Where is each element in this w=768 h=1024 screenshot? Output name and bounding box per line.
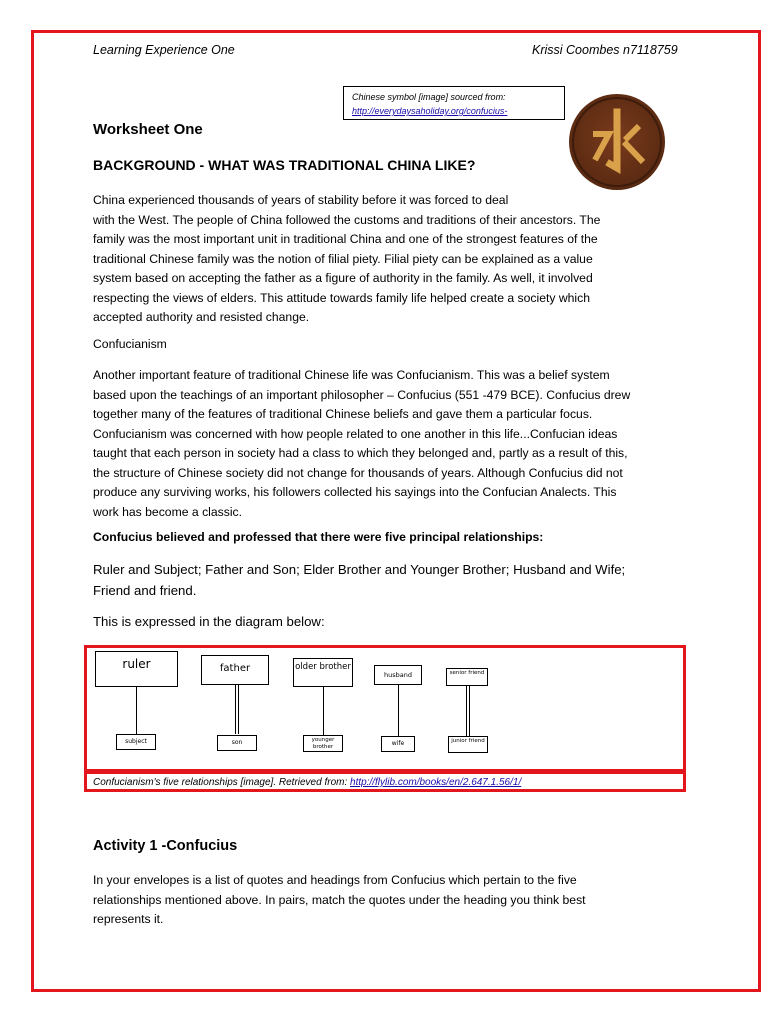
diagram-connector [235,685,236,734]
confucianism-line: work has become a classic. [93,504,243,519]
worksheet-title: Worksheet One [93,121,203,138]
intro-line: system based on accepting the father as a figure of authority in the family. As well, it involved [93,271,593,285]
diagram-box-subject: subject [116,734,156,750]
activity-line: In your envelopes is a list of quotes and headings from Confucius which pertain to the five [93,873,577,887]
diagram-box-senior-friend: senior friend [446,668,488,686]
intro-line: China experienced thousands of years of stability before it was forced to deal [93,193,509,207]
diagram-box-son: son [217,735,257,751]
diagram-connector [398,685,399,736]
diagram-box-older-brother: older brother [293,658,353,687]
diagram-box-junior-friend: junior friend [448,736,488,753]
intro-line: family was the most important unit in traditional China and one of the strongest features of the [93,232,598,246]
credit-text: Chinese symbol [image] sourced from: [352,92,506,102]
caption-link[interactable]: http://flylib.com/books/en/2.647.1.56/1/ [350,777,522,788]
confucianism-line: the structure of Chinese society did not change for thousands of years. Although Confucius did not [93,465,623,480]
relationships-diagram [84,645,686,772]
five-relationships-statement: Confucius believed and professed that there were five principal relationships: [93,530,544,544]
diagram-caption [84,771,686,792]
diagram-box-younger-brother: younger brother [303,735,343,752]
diagram-connector [238,685,239,734]
intro-line: respecting the views of elders. This attitude towards family life helped create a society which [93,290,590,305]
diagram-connector [323,687,324,735]
diagram-connector [466,686,467,736]
intro-line: accepted authority and resisted change. [93,310,310,324]
confucianism-heading: Confucianism [93,337,167,351]
diagram-intro: This is expressed in the diagram below: [93,614,325,629]
activity-line: represents it. [93,912,164,926]
header-right: Krissi Coombes n7118759 [532,43,678,57]
diagram-box-father: father [201,655,269,685]
diagram-connector [469,686,470,736]
confucianism-line: together many of the features of traditional Chinese beliefs and gave them a particular focus. [93,407,593,421]
activity-paragraph [93,871,653,930]
credit-link[interactable]: http://everydaysaholiday.org/confucius- [352,106,508,116]
relationships-list [93,560,683,601]
confucianism-line: produce any surviving works, his followers collected his sayings into the Confucian Analects. This [93,485,617,499]
confucianism-paragraph [93,366,653,522]
relationships-line: Ruler and Subject; Father and Son; Elder Brother and Younger Brother; Husband and Wife; [93,562,626,577]
confucianism-line: taught that each person in society had a class to which they belonged and, partly as a result of this, [93,446,628,460]
activity-heading: Activity 1 -Confucius [93,838,238,854]
caption-text: Confucianism's five relationships [image]. Retrieved from: [93,777,351,788]
intro-paragraph [93,191,653,328]
intro-line: traditional Chinese family was the notion of filial piety. Filial piety can be explained as a value [93,251,593,266]
diagram-box-ruler: ruler [95,651,178,687]
diagram-box-wife: wife [381,736,415,752]
relationships-line: Friend and friend. [93,582,197,598]
intro-line: with the West. The people of China followed the customs and traditions of their ancestors. The [93,212,601,227]
image-credit-box [343,86,565,120]
diagram-connector [136,687,137,734]
confucianism-line: Confucianism was concerned with how people related to one another in this life...Confucian ideas [93,426,618,441]
diagram-box-husband: husband [374,665,422,685]
activity-line: relationships mentioned above. In pairs, match the quotes under the heading you think best [93,892,586,907]
confucianism-line: based upon the teachings of an important philosopher – Confucius (551 -479 BCE). Confucius drew [93,387,631,402]
background-heading: BACKGROUND - WHAT WAS TRADITIONAL CHINA LIKE? [93,157,476,173]
confucianism-line: Another important feature of traditional Chinese life was Confucianism. This was a belief system [93,368,610,382]
header-left: Learning Experience One [93,43,235,57]
confucian-water-symbol-icon [569,94,665,190]
